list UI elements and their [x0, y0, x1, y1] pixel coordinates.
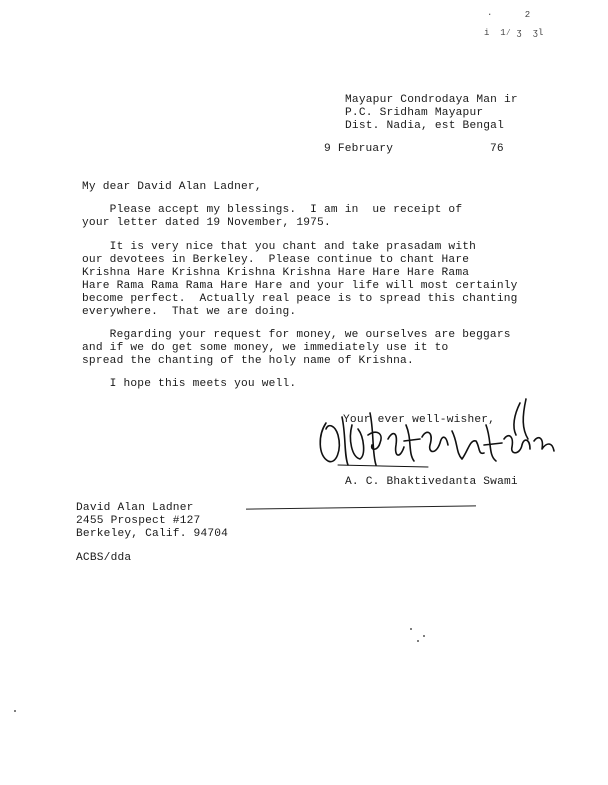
letter-year: 76 [490, 143, 504, 155]
body-line: Regarding your request for money, we ourselves are beggars [82, 329, 511, 341]
paper-speck [14, 710, 16, 712]
corner-mark-top: · 2 [487, 10, 531, 20]
recipient-line: 2455 Prospect #127 [76, 515, 201, 527]
letter-date: 9 February [324, 143, 394, 155]
body-line: our devotees in Berkeley. Please continue to chant Hare [82, 254, 470, 266]
salutation: My dear David Alan Ladner, [82, 181, 262, 193]
body-line: everywhere. That we are doing. [82, 306, 297, 318]
corner-mark-bottom: i 1⁄ ʒ ʒl [484, 28, 544, 38]
reference-initials: ACBS/dda [76, 552, 132, 564]
divider-line [246, 505, 476, 509]
closing-line: Your ever well-wisher, [343, 414, 496, 426]
address-line: Mayapur Condrodaya Man ir [345, 94, 518, 106]
address-line: P.C. Sridham Mayapur [345, 107, 484, 119]
body-line: Krishna Hare Krishna Krishna Krishna Hare Hare Hare Rama [82, 267, 470, 279]
body-line: It is very nice that you chant and take prasadam with [82, 241, 477, 253]
body-line: Please accept my blessings. I am in ue receipt of [82, 204, 463, 216]
paper-speck [417, 640, 419, 642]
paper-speck [410, 628, 412, 630]
address-line: Dist. Nadia, est Bengal [345, 120, 505, 132]
body-line: spread the chanting of the holy name of Krishna. [82, 355, 414, 367]
body-line: Hare Rama Rama Rama Hare Hare and your life will most certainly [82, 280, 518, 292]
handwritten-signature [308, 395, 578, 475]
body-line: I hope this meets you well. [82, 378, 297, 390]
body-line: and if we do get some money, we immediately use it to [82, 342, 449, 354]
paper-speck [423, 635, 425, 637]
recipient-line: David Alan Ladner [76, 502, 194, 514]
signer-name: A. C. Bhaktivedanta Swami [345, 476, 518, 488]
body-line: become perfect. Actually real peace is to spread this chanting [82, 293, 518, 305]
recipient-line: Berkeley, Calif. 94704 [76, 528, 229, 540]
body-line: your letter dated 19 November, 1975. [82, 217, 331, 229]
